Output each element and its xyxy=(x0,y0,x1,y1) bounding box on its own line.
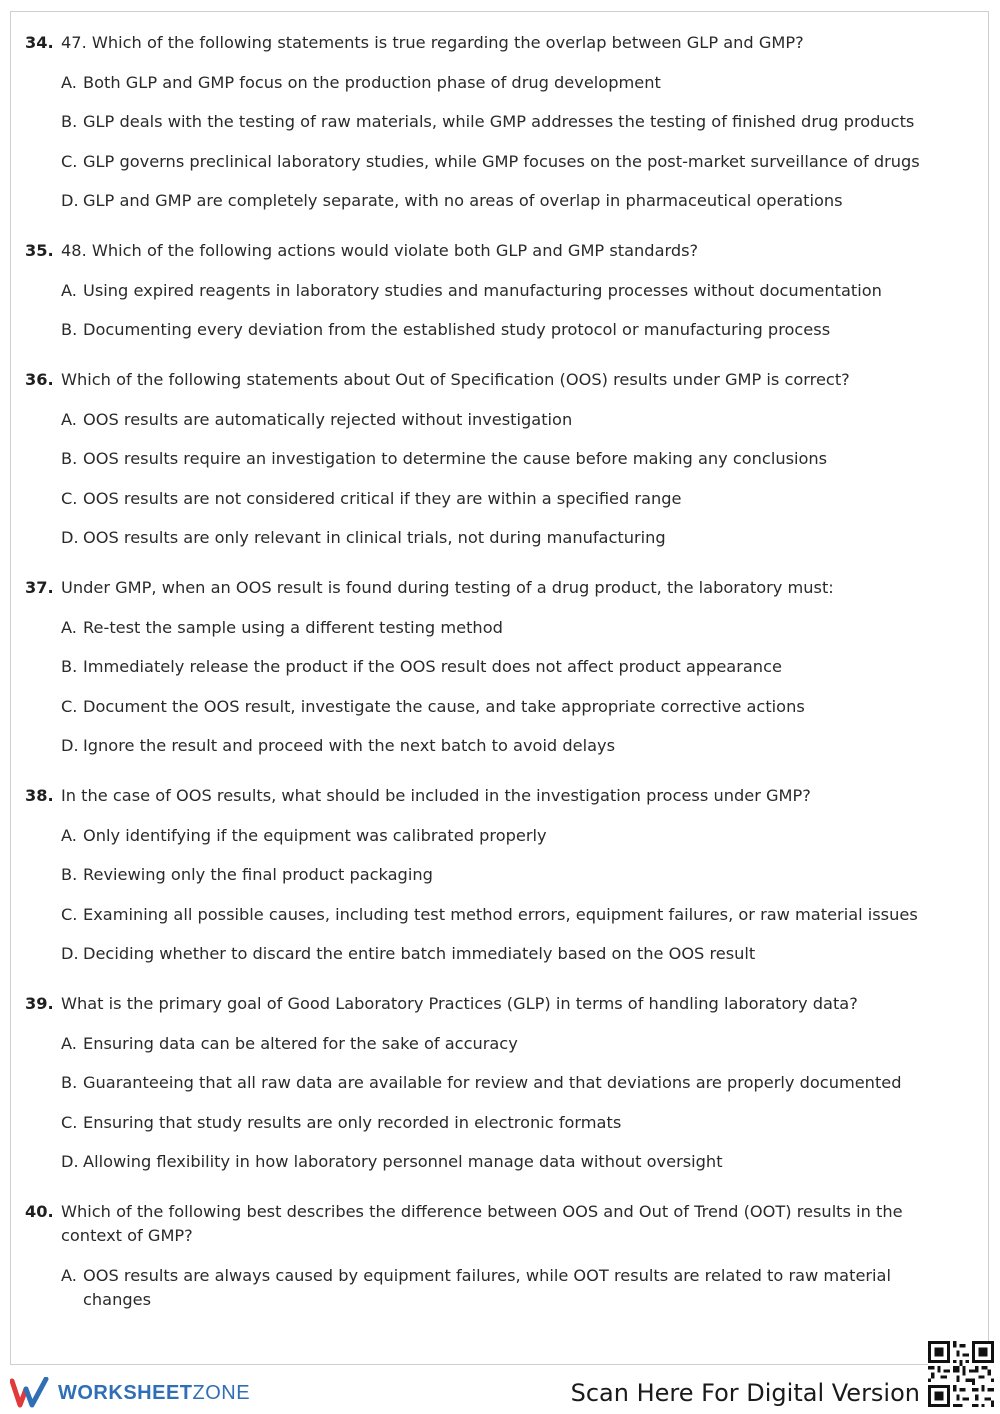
question-text: In the case of OOS results, what should be included in the investigation process under GMP? xyxy=(61,786,811,805)
worksheetzone-logo[interactable] xyxy=(10,1376,250,1410)
answer-option xyxy=(61,863,925,887)
answer-option xyxy=(61,655,925,679)
option-letter: A. xyxy=(61,1033,77,1053)
question-text: Which of the following best describes the difference between OOS and Out of Trend (OOT) results in the context of GMP? xyxy=(61,1202,903,1245)
option-text: Deciding whether to discard the entire batch immediately based on the OOS result xyxy=(83,944,756,963)
question-40 xyxy=(25,1200,925,1312)
answer-option xyxy=(61,942,925,966)
option-letter: A. xyxy=(61,280,77,300)
logo-word-zone: ZONE xyxy=(192,1381,251,1404)
answer-option xyxy=(61,71,925,95)
question-37 xyxy=(25,576,925,758)
option-letter: C. xyxy=(61,696,78,716)
answer-option xyxy=(61,695,925,719)
option-text: OOS results are always caused by equipment failures, while OOT results are related to raw material changes xyxy=(83,1265,891,1309)
scan-here-text: Scan Here For Digital Version xyxy=(570,1379,920,1407)
option-text: OOS results are automatically rejected without investigation xyxy=(83,409,573,429)
option-text: Documenting every deviation from the established study protocol or manufacturing process xyxy=(83,320,831,339)
answer-option xyxy=(61,150,925,174)
option-letter: A. xyxy=(61,825,77,845)
option-letter: C. xyxy=(61,488,78,508)
option-text: Document the OOS result, investigate the cause, and take appropriate corrective actions xyxy=(83,696,805,716)
question-number: 39. xyxy=(25,994,54,1013)
answer-option xyxy=(61,447,925,471)
option-letter: C. xyxy=(61,151,78,171)
qr-code-icon[interactable] xyxy=(928,1341,994,1407)
option-letter: A. xyxy=(61,1265,77,1285)
answer-option xyxy=(61,487,925,511)
answer-option xyxy=(61,408,925,432)
option-text: Ensuring that study results are only recorded in electronic formats xyxy=(83,1112,622,1132)
option-text: Re-test the sample using a different testing method xyxy=(83,617,503,637)
answer-option xyxy=(61,1032,925,1056)
option-letter: D. xyxy=(61,528,79,547)
option-letter: C. xyxy=(61,1112,78,1132)
logo-text xyxy=(58,1382,250,1405)
question-number: 34. xyxy=(25,33,54,52)
option-letter: B. xyxy=(61,112,78,131)
option-letter: B. xyxy=(61,1073,78,1092)
question-number: 35. xyxy=(25,241,54,260)
question-text: Which of the following statements about Out of Specification (OOS) results under GMP is correct? xyxy=(61,370,850,389)
answer-option xyxy=(61,189,925,213)
option-text: Both GLP and GMP focus on the production phase of drug development xyxy=(83,72,661,92)
question-number: 37. xyxy=(25,578,54,597)
answer-option xyxy=(61,903,925,927)
option-letter: B. xyxy=(61,865,78,884)
answer-option xyxy=(61,1150,925,1174)
option-text: Guaranteeing that all raw data are available for review and that deviations are properly documented xyxy=(83,1073,902,1092)
option-text: Examining all possible causes, including test method errors, equipment failures, or raw material issues xyxy=(83,904,918,924)
question-36 xyxy=(25,368,925,550)
question-text: Under GMP, when an OOS result is found during testing of a drug product, the laboratory must: xyxy=(61,578,834,597)
answer-option xyxy=(61,279,925,303)
answer-option xyxy=(61,734,925,758)
answer-option xyxy=(61,318,925,342)
option-text: OOS results are not considered critical if they are within a specified range xyxy=(83,488,682,508)
option-text: Reviewing only the final product packaging xyxy=(83,865,433,884)
option-text: Immediately release the product if the OOS result does not affect product appearance xyxy=(83,657,782,676)
option-text: GLP deals with the testing of raw materials, while GMP addresses the testing of finished drug products xyxy=(83,112,915,131)
question-number: 36. xyxy=(25,370,54,389)
question-35 xyxy=(25,239,925,342)
question-list xyxy=(25,31,925,1312)
question-text: 48. Which of the following actions would violate both GLP and GMP standards? xyxy=(61,241,699,260)
question-34 xyxy=(25,31,925,213)
option-letter: D. xyxy=(61,191,79,210)
option-letter: A. xyxy=(61,617,77,637)
answer-option xyxy=(61,1264,925,1312)
option-text: Ensuring data can be altered for the sake of accuracy xyxy=(83,1033,518,1053)
option-letter: C. xyxy=(61,904,78,924)
option-letter: A. xyxy=(61,72,77,92)
option-text: OOS results require an investigation to determine the cause before making any conclusions xyxy=(83,449,828,468)
answer-option xyxy=(61,526,925,550)
logo-mark-icon xyxy=(10,1377,50,1409)
option-letter: D. xyxy=(61,736,79,755)
option-text: GLP governs preclinical laboratory studies, while GMP focuses on the post-market surveillance of drugs xyxy=(83,151,920,171)
option-letter: A. xyxy=(61,409,77,429)
logo-word-worksheet: WORKSHEET xyxy=(58,1381,193,1404)
option-letter: B. xyxy=(61,449,78,468)
option-text: OOS results are only relevant in clinical trials, not during manufacturing xyxy=(83,528,666,547)
option-letter: B. xyxy=(61,657,78,676)
option-text: Only identifying if the equipment was calibrated properly xyxy=(83,825,547,845)
answer-option xyxy=(61,1071,925,1095)
question-number: 40. xyxy=(25,1202,54,1221)
answer-option xyxy=(61,616,925,640)
option-letter: D. xyxy=(61,1152,79,1171)
question-text: What is the primary goal of Good Laboratory Practices (GLP) in terms of handling laboratory data? xyxy=(61,994,858,1013)
question-38 xyxy=(25,784,925,966)
answer-option xyxy=(61,1111,925,1135)
answer-option xyxy=(61,110,925,134)
option-text: GLP and GMP are completely separate, with no areas of overlap in pharmaceutical operations xyxy=(83,191,843,210)
option-text: Allowing flexibility in how laboratory personnel manage data without oversight xyxy=(83,1152,723,1171)
question-text: 47. Which of the following statements is true regarding the overlap between GLP and GMP? xyxy=(61,33,804,52)
option-text: Using expired reagents in laboratory studies and manufacturing processes without documentation xyxy=(83,280,882,300)
question-number: 38. xyxy=(25,786,54,805)
option-letter: B. xyxy=(61,320,78,339)
option-text: Ignore the result and proceed with the next batch to avoid delays xyxy=(83,736,616,755)
question-39 xyxy=(25,992,925,1174)
option-letter: D. xyxy=(61,944,79,963)
answer-option xyxy=(61,824,925,848)
